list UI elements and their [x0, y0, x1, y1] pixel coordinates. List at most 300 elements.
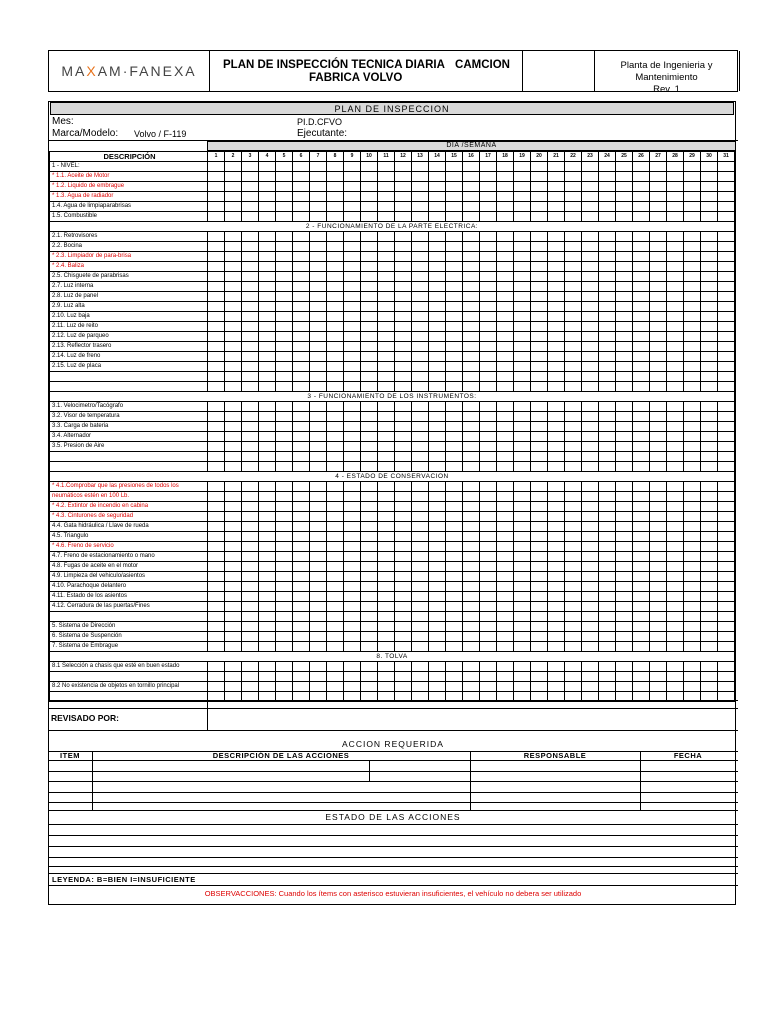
check-cell[interactable] — [293, 202, 310, 212]
check-cell[interactable] — [531, 462, 548, 472]
check-cell[interactable] — [310, 662, 327, 672]
check-cell[interactable] — [582, 202, 599, 212]
check-cell[interactable] — [310, 572, 327, 582]
check-cell[interactable] — [361, 412, 378, 422]
check-cell[interactable] — [514, 402, 531, 412]
check-cell[interactable] — [446, 622, 463, 632]
check-cell[interactable] — [633, 592, 650, 602]
check-cell[interactable] — [531, 172, 548, 182]
check-cell[interactable] — [259, 342, 276, 352]
check-cell[interactable] — [259, 422, 276, 432]
check-cell[interactable] — [497, 672, 514, 682]
check-cell[interactable] — [395, 162, 412, 172]
check-cell[interactable] — [565, 642, 582, 652]
check-cell[interactable] — [276, 622, 293, 632]
check-cell[interactable] — [208, 662, 225, 672]
check-cell[interactable] — [548, 402, 565, 412]
check-cell[interactable] — [208, 242, 225, 252]
check-cell[interactable] — [701, 382, 718, 392]
check-cell[interactable] — [327, 332, 344, 342]
check-cell[interactable] — [327, 372, 344, 382]
check-cell[interactable] — [599, 482, 616, 492]
check-cell[interactable] — [208, 452, 225, 462]
check-cell[interactable] — [327, 582, 344, 592]
check-cell[interactable] — [361, 162, 378, 172]
check-cell[interactable] — [225, 202, 242, 212]
check-cell[interactable] — [378, 482, 395, 492]
check-cell[interactable] — [565, 362, 582, 372]
check-cell[interactable] — [684, 182, 701, 192]
check-cell[interactable] — [480, 272, 497, 282]
check-cell[interactable] — [667, 422, 684, 432]
check-cell[interactable] — [480, 462, 497, 472]
check-cell[interactable] — [327, 292, 344, 302]
check-cell[interactable] — [582, 512, 599, 522]
check-cell[interactable] — [446, 602, 463, 612]
check-cell[interactable] — [344, 492, 361, 502]
check-cell[interactable] — [225, 252, 242, 262]
check-cell[interactable] — [395, 332, 412, 342]
check-cell[interactable] — [429, 672, 446, 682]
check-cell[interactable] — [310, 532, 327, 542]
check-cell[interactable] — [599, 532, 616, 542]
check-cell[interactable] — [225, 582, 242, 592]
check-cell[interactable] — [548, 212, 565, 222]
check-cell[interactable] — [616, 602, 633, 612]
check-cell[interactable] — [446, 202, 463, 212]
check-cell[interactable] — [310, 382, 327, 392]
check-cell[interactable] — [361, 382, 378, 392]
check-cell[interactable] — [548, 502, 565, 512]
check-cell[interactable] — [344, 372, 361, 382]
check-cell[interactable] — [327, 632, 344, 642]
check-cell[interactable] — [327, 682, 344, 692]
check-cell[interactable] — [327, 452, 344, 462]
check-cell[interactable] — [718, 522, 735, 532]
check-cell[interactable] — [429, 512, 446, 522]
check-cell[interactable] — [616, 182, 633, 192]
check-cell[interactable] — [633, 602, 650, 612]
check-cell[interactable] — [582, 282, 599, 292]
check-cell[interactable] — [344, 432, 361, 442]
check-cell[interactable] — [293, 582, 310, 592]
check-cell[interactable] — [378, 512, 395, 522]
check-cell[interactable] — [208, 312, 225, 322]
check-cell[interactable] — [497, 192, 514, 202]
check-cell[interactable] — [684, 492, 701, 502]
check-cell[interactable] — [344, 502, 361, 512]
check-cell[interactable] — [446, 502, 463, 512]
check-cell[interactable] — [242, 352, 259, 362]
check-cell[interactable] — [531, 342, 548, 352]
check-cell[interactable] — [582, 572, 599, 582]
check-cell[interactable] — [225, 182, 242, 192]
check-cell[interactable] — [276, 502, 293, 512]
check-cell[interactable] — [395, 582, 412, 592]
check-cell[interactable] — [616, 512, 633, 522]
check-cell[interactable] — [599, 252, 616, 262]
check-cell[interactable] — [378, 302, 395, 312]
check-cell[interactable] — [293, 402, 310, 412]
check-cell[interactable] — [395, 442, 412, 452]
check-cell[interactable] — [412, 512, 429, 522]
check-cell[interactable] — [616, 282, 633, 292]
check-cell[interactable] — [327, 622, 344, 632]
check-cell[interactable] — [293, 432, 310, 442]
check-cell[interactable] — [582, 642, 599, 652]
check-cell[interactable] — [412, 642, 429, 652]
check-cell[interactable] — [225, 672, 242, 682]
check-cell[interactable] — [293, 442, 310, 452]
check-cell[interactable] — [531, 552, 548, 562]
check-cell[interactable] — [225, 382, 242, 392]
check-cell[interactable] — [259, 212, 276, 222]
check-cell[interactable] — [242, 462, 259, 472]
check-cell[interactable] — [412, 492, 429, 502]
check-cell[interactable] — [650, 442, 667, 452]
check-cell[interactable] — [378, 432, 395, 442]
check-cell[interactable] — [718, 402, 735, 412]
check-cell[interactable] — [344, 272, 361, 282]
check-cell[interactable] — [463, 272, 480, 282]
check-cell[interactable] — [514, 332, 531, 342]
check-cell[interactable] — [480, 212, 497, 222]
check-cell[interactable] — [208, 292, 225, 302]
check-cell[interactable] — [344, 562, 361, 572]
check-cell[interactable] — [497, 412, 514, 422]
check-cell[interactable] — [446, 662, 463, 672]
check-cell[interactable] — [429, 272, 446, 282]
check-cell[interactable] — [565, 342, 582, 352]
check-cell[interactable] — [446, 282, 463, 292]
check-cell[interactable] — [259, 502, 276, 512]
check-cell[interactable] — [650, 202, 667, 212]
check-cell[interactable] — [242, 562, 259, 572]
check-cell[interactable] — [548, 662, 565, 672]
check-cell[interactable] — [497, 582, 514, 592]
check-cell[interactable] — [633, 462, 650, 472]
check-cell[interactable] — [701, 312, 718, 322]
check-cell[interactable] — [633, 492, 650, 502]
check-cell[interactable] — [684, 382, 701, 392]
check-cell[interactable] — [361, 312, 378, 322]
check-cell[interactable] — [480, 362, 497, 372]
check-cell[interactable] — [412, 542, 429, 552]
check-cell[interactable] — [293, 172, 310, 182]
check-cell[interactable] — [650, 552, 667, 562]
check-cell[interactable] — [429, 202, 446, 212]
check-cell[interactable] — [480, 172, 497, 182]
check-cell[interactable] — [582, 432, 599, 442]
check-cell[interactable] — [412, 212, 429, 222]
check-cell[interactable] — [667, 612, 684, 622]
check-cell[interactable] — [378, 442, 395, 452]
check-cell[interactable] — [633, 422, 650, 432]
check-cell[interactable] — [480, 252, 497, 262]
check-cell[interactable] — [344, 302, 361, 312]
check-cell[interactable] — [446, 372, 463, 382]
check-cell[interactable] — [565, 302, 582, 312]
check-cell[interactable] — [582, 212, 599, 222]
check-cell[interactable] — [718, 362, 735, 372]
check-cell[interactable] — [446, 292, 463, 302]
check-cell[interactable] — [259, 372, 276, 382]
check-cell[interactable] — [718, 672, 735, 682]
check-cell[interactable] — [208, 262, 225, 272]
check-cell[interactable] — [242, 632, 259, 642]
check-cell[interactable] — [259, 282, 276, 292]
check-cell[interactable] — [718, 282, 735, 292]
check-cell[interactable] — [531, 612, 548, 622]
check-cell[interactable] — [463, 172, 480, 182]
check-cell[interactable] — [225, 212, 242, 222]
check-cell[interactable] — [310, 442, 327, 452]
check-cell[interactable] — [242, 332, 259, 342]
check-cell[interactable] — [429, 582, 446, 592]
check-cell[interactable] — [361, 282, 378, 292]
check-cell[interactable] — [327, 212, 344, 222]
check-cell[interactable] — [412, 252, 429, 262]
check-cell[interactable] — [276, 532, 293, 542]
check-cell[interactable] — [531, 582, 548, 592]
check-cell[interactable] — [259, 632, 276, 642]
check-cell[interactable] — [531, 592, 548, 602]
check-cell[interactable] — [514, 312, 531, 322]
check-cell[interactable] — [633, 282, 650, 292]
check-cell[interactable] — [497, 642, 514, 652]
check-cell[interactable] — [599, 412, 616, 422]
check-cell[interactable] — [667, 192, 684, 202]
check-cell[interactable] — [310, 292, 327, 302]
check-cell[interactable] — [633, 452, 650, 462]
check-cell[interactable] — [684, 522, 701, 532]
check-cell[interactable] — [225, 242, 242, 252]
check-cell[interactable] — [684, 332, 701, 342]
check-cell[interactable] — [429, 172, 446, 182]
check-cell[interactable] — [701, 662, 718, 672]
check-cell[interactable] — [225, 422, 242, 432]
check-cell[interactable] — [361, 582, 378, 592]
check-cell[interactable] — [259, 332, 276, 342]
check-cell[interactable] — [701, 162, 718, 172]
check-cell[interactable] — [293, 312, 310, 322]
check-cell[interactable] — [259, 192, 276, 202]
check-cell[interactable] — [667, 172, 684, 182]
check-cell[interactable] — [310, 352, 327, 362]
check-cell[interactable] — [446, 532, 463, 542]
check-cell[interactable] — [276, 372, 293, 382]
check-cell[interactable] — [395, 302, 412, 312]
check-cell[interactable] — [565, 412, 582, 422]
check-cell[interactable] — [242, 312, 259, 322]
check-cell[interactable] — [276, 572, 293, 582]
check-cell[interactable] — [480, 642, 497, 652]
check-cell[interactable] — [548, 372, 565, 382]
check-cell[interactable] — [378, 632, 395, 642]
check-cell[interactable] — [582, 592, 599, 602]
check-cell[interactable] — [565, 482, 582, 492]
check-cell[interactable] — [480, 322, 497, 332]
check-cell[interactable] — [276, 402, 293, 412]
check-cell[interactable] — [395, 382, 412, 392]
check-cell[interactable] — [361, 562, 378, 572]
check-cell[interactable] — [293, 482, 310, 492]
check-cell[interactable] — [327, 642, 344, 652]
check-cell[interactable] — [531, 622, 548, 632]
check-cell[interactable] — [582, 522, 599, 532]
check-cell[interactable] — [344, 422, 361, 432]
check-cell[interactable] — [259, 182, 276, 192]
check-cell[interactable] — [225, 642, 242, 652]
check-cell[interactable] — [395, 432, 412, 442]
check-cell[interactable] — [463, 332, 480, 342]
check-cell[interactable] — [531, 512, 548, 522]
check-cell[interactable] — [514, 302, 531, 312]
check-cell[interactable] — [361, 602, 378, 612]
check-cell[interactable] — [225, 172, 242, 182]
check-cell[interactable] — [599, 232, 616, 242]
check-cell[interactable] — [548, 412, 565, 422]
check-cell[interactable] — [446, 442, 463, 452]
check-cell[interactable] — [650, 212, 667, 222]
check-cell[interactable] — [684, 612, 701, 622]
check-cell[interactable] — [310, 182, 327, 192]
check-cell[interactable] — [225, 432, 242, 442]
check-cell[interactable] — [463, 212, 480, 222]
check-cell[interactable] — [531, 532, 548, 542]
check-cell[interactable] — [242, 502, 259, 512]
check-cell[interactable] — [395, 482, 412, 492]
check-cell[interactable] — [276, 642, 293, 652]
check-cell[interactable] — [378, 242, 395, 252]
check-cell[interactable] — [633, 172, 650, 182]
check-cell[interactable] — [514, 282, 531, 292]
check-cell[interactable] — [276, 262, 293, 272]
check-cell[interactable] — [344, 322, 361, 332]
check-cell[interactable] — [633, 612, 650, 622]
check-cell[interactable] — [497, 252, 514, 262]
check-cell[interactable] — [395, 182, 412, 192]
check-cell[interactable] — [344, 612, 361, 622]
check-cell[interactable] — [633, 662, 650, 672]
check-cell[interactable] — [344, 202, 361, 212]
check-cell[interactable] — [599, 182, 616, 192]
check-cell[interactable] — [327, 512, 344, 522]
check-cell[interactable] — [395, 532, 412, 542]
check-cell[interactable] — [327, 232, 344, 242]
check-cell[interactable] — [395, 562, 412, 572]
check-cell[interactable] — [327, 342, 344, 352]
check-cell[interactable] — [548, 492, 565, 502]
check-cell[interactable] — [208, 632, 225, 642]
check-cell[interactable] — [599, 522, 616, 532]
check-cell[interactable] — [412, 592, 429, 602]
check-cell[interactable] — [650, 302, 667, 312]
check-cell[interactable] — [480, 582, 497, 592]
check-cell[interactable] — [531, 522, 548, 532]
check-cell[interactable] — [395, 352, 412, 362]
check-cell[interactable] — [361, 192, 378, 202]
check-cell[interactable] — [684, 642, 701, 652]
check-cell[interactable] — [616, 492, 633, 502]
check-cell[interactable] — [378, 382, 395, 392]
check-cell[interactable] — [463, 352, 480, 362]
check-cell[interactable] — [616, 582, 633, 592]
check-cell[interactable] — [446, 572, 463, 582]
check-cell[interactable] — [480, 662, 497, 672]
check-cell[interactable] — [531, 292, 548, 302]
check-cell[interactable] — [412, 662, 429, 672]
check-cell[interactable] — [514, 682, 531, 692]
check-cell[interactable] — [480, 572, 497, 582]
check-cell[interactable] — [684, 632, 701, 642]
check-cell[interactable] — [208, 352, 225, 362]
check-cell[interactable] — [701, 462, 718, 472]
check-cell[interactable] — [684, 592, 701, 602]
check-cell[interactable] — [361, 612, 378, 622]
check-cell[interactable] — [684, 352, 701, 362]
check-cell[interactable] — [259, 172, 276, 182]
check-cell[interactable] — [531, 572, 548, 582]
check-cell[interactable] — [276, 332, 293, 342]
check-cell[interactable] — [429, 282, 446, 292]
check-cell[interactable] — [395, 622, 412, 632]
check-cell[interactable] — [446, 482, 463, 492]
check-cell[interactable] — [259, 442, 276, 452]
check-cell[interactable] — [514, 452, 531, 462]
check-cell[interactable] — [565, 572, 582, 582]
check-cell[interactable] — [225, 342, 242, 352]
check-cell[interactable] — [497, 442, 514, 452]
check-cell[interactable] — [548, 512, 565, 522]
check-cell[interactable] — [531, 442, 548, 452]
check-cell[interactable] — [310, 612, 327, 622]
check-cell[interactable] — [497, 432, 514, 442]
check-cell[interactable] — [565, 312, 582, 322]
check-cell[interactable] — [293, 332, 310, 342]
check-cell[interactable] — [293, 562, 310, 572]
check-cell[interactable] — [344, 362, 361, 372]
check-cell[interactable] — [208, 602, 225, 612]
check-cell[interactable] — [565, 232, 582, 242]
check-cell[interactable] — [616, 312, 633, 322]
check-cell[interactable] — [480, 412, 497, 422]
check-cell[interactable] — [633, 412, 650, 422]
check-cell[interactable] — [429, 602, 446, 612]
check-cell[interactable] — [208, 672, 225, 682]
check-cell[interactable] — [548, 262, 565, 272]
check-cell[interactable] — [259, 432, 276, 442]
check-cell[interactable] — [548, 592, 565, 602]
check-cell[interactable] — [565, 282, 582, 292]
check-cell[interactable] — [429, 162, 446, 172]
check-cell[interactable] — [327, 322, 344, 332]
check-cell[interactable] — [565, 502, 582, 512]
check-cell[interactable] — [208, 462, 225, 472]
check-cell[interactable] — [259, 202, 276, 212]
check-cell[interactable] — [276, 312, 293, 322]
check-cell[interactable] — [531, 212, 548, 222]
check-cell[interactable] — [327, 542, 344, 552]
check-cell[interactable] — [395, 642, 412, 652]
check-cell[interactable] — [293, 592, 310, 602]
check-cell[interactable] — [599, 562, 616, 572]
check-cell[interactable] — [225, 192, 242, 202]
check-cell[interactable] — [718, 482, 735, 492]
check-cell[interactable] — [667, 232, 684, 242]
check-cell[interactable] — [497, 592, 514, 602]
check-cell[interactable] — [616, 262, 633, 272]
